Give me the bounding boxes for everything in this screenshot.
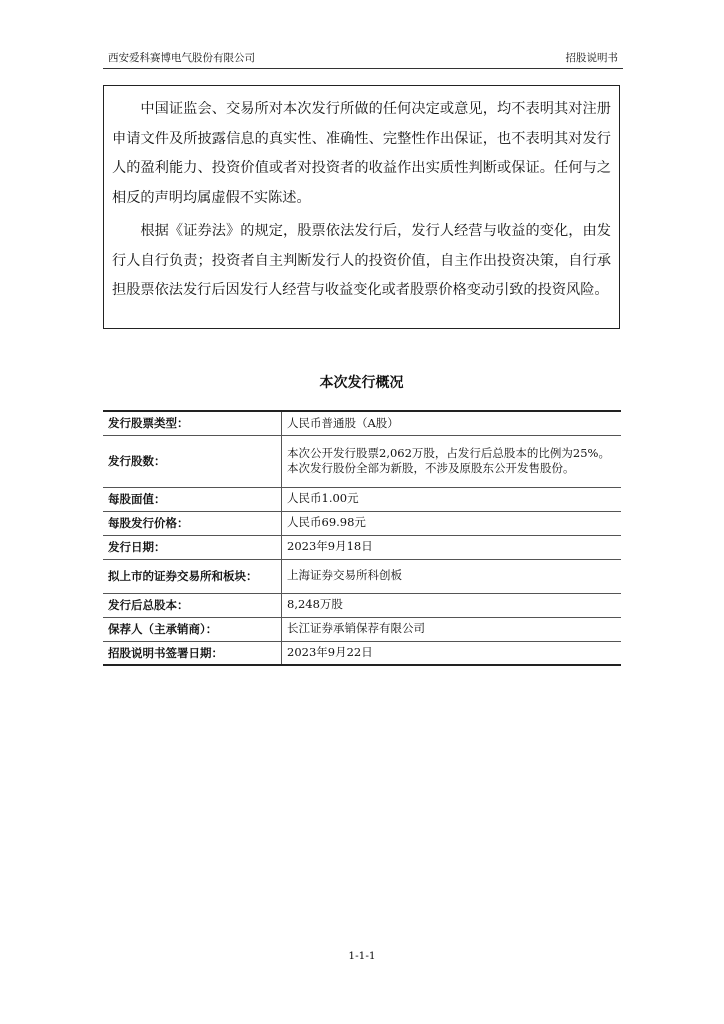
row-label: 发行后总股本： xyxy=(103,593,282,617)
page-header xyxy=(103,50,623,69)
notice-paragraph-1: 中国证监会、交易所对本次发行所做的任何决定或意见，均不表明其对注册申请文件及所披露信息的真实性、准确性、完整性作出保证，也不表明其对发行人的盈利能力、投资价值或者对投资者的收益作出实质性判断或保证。任何与之相反的声明均属虚假不实陈述。 xyxy=(112,101,611,206)
section-title: 本次发行概况 xyxy=(319,375,404,391)
row-value: 长江证券承销保荐有限公司 xyxy=(282,617,622,641)
row-label: 每股发行价格： xyxy=(103,511,282,535)
regulatory-notice-box xyxy=(103,85,620,329)
row-label: 每股面值： xyxy=(103,487,282,511)
table-row xyxy=(103,511,621,535)
company-name: 西安爱科赛博电气股份有限公司 xyxy=(108,52,255,64)
table-row xyxy=(103,411,621,435)
row-label: 发行日期： xyxy=(103,535,282,559)
table-row xyxy=(103,535,621,559)
row-label: 拟上市的证券交易所和板块： xyxy=(103,559,282,593)
row-label: 发行股票类型： xyxy=(103,411,282,435)
row-value: 本次公开发行股票2,062万股，占发行后总股本的比例为25%。本次发行股份全部为新股，不涉及原股东公开发售股份。 xyxy=(282,435,622,487)
row-value: 2023年9月18日 xyxy=(282,535,622,559)
row-value: 上海证券交易所科创板 xyxy=(282,559,622,593)
table-row xyxy=(103,559,621,593)
table-row xyxy=(103,641,621,665)
row-value: 8,248万股 xyxy=(282,593,622,617)
row-value: 人民币69.98元 xyxy=(282,511,622,535)
document-type: 招股说明书 xyxy=(565,52,618,64)
row-value: 人民币普通股（A股） xyxy=(282,411,622,435)
row-label: 发行股数： xyxy=(103,435,282,487)
issuance-overview-table xyxy=(103,410,621,666)
page-number: 1-1-1 xyxy=(348,950,376,962)
row-value: 人民币1.00元 xyxy=(282,487,622,511)
table-row xyxy=(103,487,621,511)
notice-paragraph-2: 根据《证券法》的规定，股票依法发行后，发行人经营与收益的变化，由发行人自行负责；投资者自主判断发行人的投资价值，自主作出投资决策，自行承担股票依法发行后因发行人经营与收益变化或者股票价格变动引致的投资风险。 xyxy=(112,223,611,298)
row-label: 保荐人（主承销商）： xyxy=(103,617,282,641)
table-row xyxy=(103,617,621,641)
table-row xyxy=(103,593,621,617)
row-value: 2023年9月22日 xyxy=(282,641,622,665)
row-label: 招股说明书签署日期： xyxy=(103,641,282,665)
table-row xyxy=(103,435,621,487)
